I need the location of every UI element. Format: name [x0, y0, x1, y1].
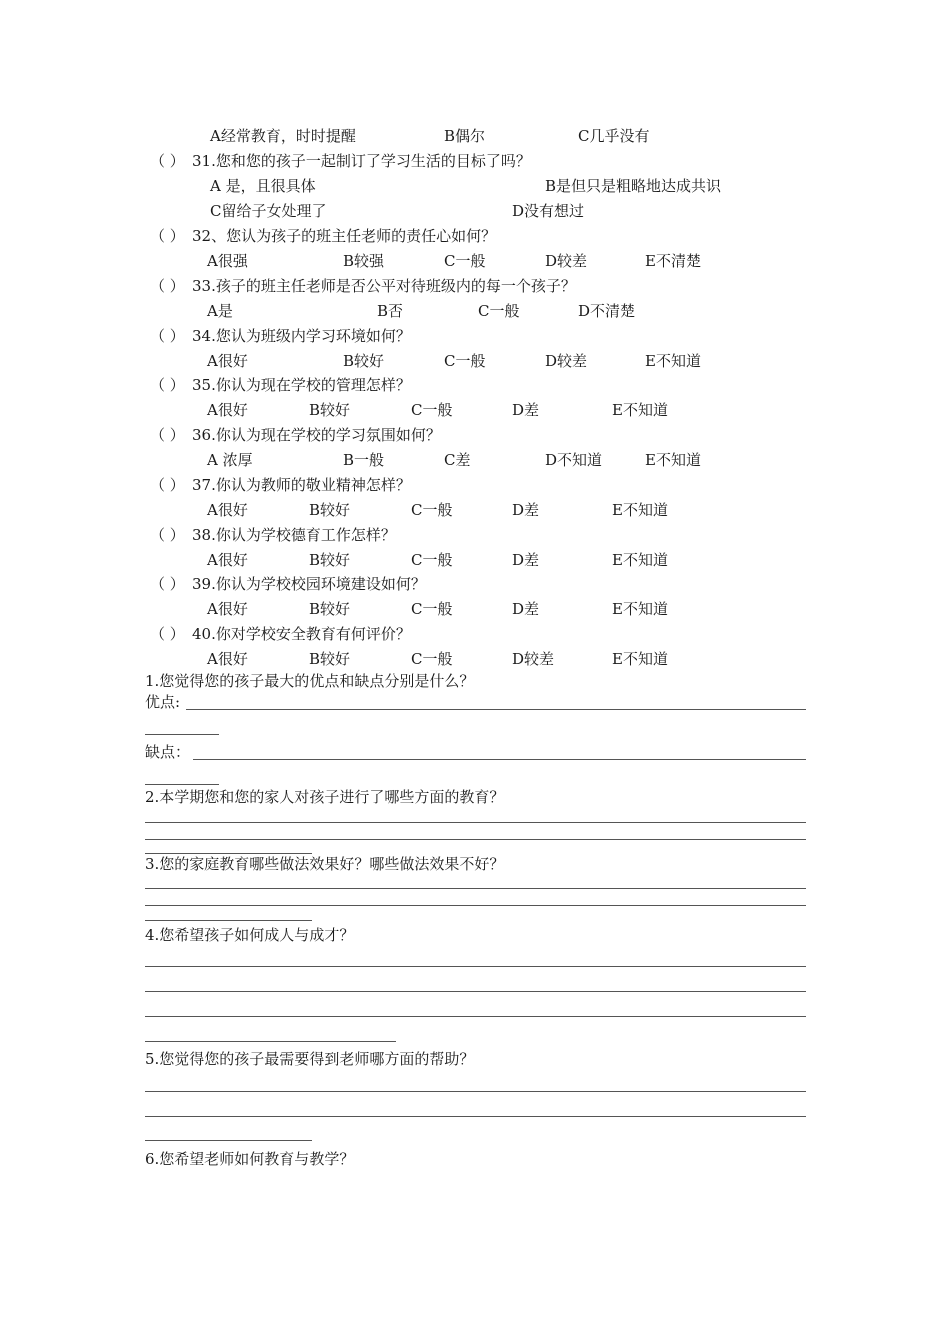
answer-blank[interactable]: （ ）	[150, 277, 185, 295]
answer-line[interactable]	[145, 1091, 806, 1092]
question-34	[0, 325, 950, 347]
question-31	[0, 150, 950, 172]
open-question-2: 2.本学期您和您的家人对孩子进行了哪些方面的教育？	[145, 788, 505, 806]
option-b[interactable]: B较好	[309, 551, 351, 569]
option-a[interactable]: A很好	[207, 352, 248, 370]
question-text: 34.您认为班级内学习环境如何？	[192, 327, 411, 345]
strength-answer-line[interactable]	[145, 734, 219, 735]
answer-line[interactable]	[145, 1140, 312, 1141]
option-b[interactable]: B是但只是粗略地达成共识	[545, 177, 722, 195]
question-36	[0, 424, 950, 446]
question-36-options	[0, 449, 950, 471]
question-32-options	[0, 250, 950, 272]
option-d[interactable]: D差	[512, 401, 540, 419]
option-a[interactable]: A很好	[207, 650, 248, 668]
option-c[interactable]: C几乎没有	[578, 127, 650, 145]
option-a[interactable]: A 是，且很具体	[210, 177, 316, 195]
weakness-answer-line[interactable]	[145, 784, 219, 785]
question-text: 35.你认为现在学校的管理怎样？	[192, 376, 411, 394]
answer-blank[interactable]: （ ）	[150, 327, 185, 345]
answer-blank[interactable]: （ ）	[150, 227, 185, 245]
option-d[interactable]: D不清楚	[578, 302, 636, 320]
option-a[interactable]: A很好	[207, 501, 248, 519]
question-35-options	[0, 399, 950, 421]
question-33	[0, 275, 950, 297]
question-38-options	[0, 549, 950, 571]
option-d[interactable]: D不知道	[545, 451, 603, 469]
option-e[interactable]: E不知道	[612, 650, 668, 668]
option-b[interactable]: B较好	[309, 501, 351, 519]
question-33-options	[0, 300, 950, 322]
option-c[interactable]: C留给子女处理了	[210, 202, 327, 220]
option-d[interactable]: D较差	[545, 252, 588, 270]
question-35	[0, 374, 950, 396]
answer-line[interactable]	[145, 920, 312, 921]
option-b[interactable]: B一般	[343, 451, 385, 469]
open-question-3: 3.您的家庭教育哪些做法效果好？哪些做法效果不好？	[145, 855, 505, 873]
answer-blank[interactable]: （ ）	[150, 575, 185, 593]
question-40	[0, 623, 950, 645]
option-d[interactable]: D没有想过	[512, 202, 585, 220]
question-38	[0, 524, 950, 546]
option-e[interactable]: E不知道	[612, 600, 668, 618]
option-e[interactable]: E不知道	[612, 551, 668, 569]
option-a[interactable]: A很强	[207, 252, 248, 270]
option-a[interactable]: A很好	[207, 401, 248, 419]
question-34-options	[0, 350, 950, 372]
open-question-6: 6.您希望老师如何教育与教学？	[145, 1150, 355, 1168]
answer-line[interactable]	[145, 1116, 806, 1117]
question-text: 33.孩子的班主任老师是否公平对待班级内的每一个孩子？	[192, 277, 576, 295]
option-c[interactable]: C一般	[411, 650, 453, 668]
answer-line[interactable]	[145, 1041, 396, 1042]
strength-label: 优点:	[145, 693, 181, 711]
option-b[interactable]: B较强	[343, 252, 385, 270]
option-d[interactable]: D差	[512, 501, 540, 519]
answer-line[interactable]	[145, 1016, 806, 1017]
question-32	[0, 225, 950, 247]
option-d[interactable]: D较差	[512, 650, 555, 668]
answer-blank[interactable]: （ ）	[150, 426, 185, 444]
question-text: 39.你认为学校校园环境建设如何？	[192, 575, 426, 593]
question-text: 36.你认为现在学校的学习氛围如何？	[192, 426, 441, 444]
option-c[interactable]: C一般	[411, 401, 453, 419]
answer-line[interactable]	[145, 966, 806, 967]
question-text: 37.你认为教师的敬业精神怎样？	[192, 476, 411, 494]
option-d[interactable]: D差	[512, 551, 540, 569]
option-b[interactable]: B较好	[309, 401, 351, 419]
option-a[interactable]: A经常教育，时时提醒	[210, 127, 356, 145]
option-e[interactable]: E不知道	[645, 352, 701, 370]
option-e[interactable]: E不知道	[645, 451, 701, 469]
option-b[interactable]: B较好	[343, 352, 385, 370]
option-e[interactable]: E不清楚	[645, 252, 701, 270]
answer-blank[interactable]: （ ）	[150, 152, 185, 170]
question-31-options-row2	[0, 200, 950, 222]
question-39-options	[0, 598, 950, 620]
option-a[interactable]: A很好	[207, 600, 248, 618]
answer-blank[interactable]: （ ）	[150, 625, 185, 643]
option-c[interactable]: C一般	[411, 600, 453, 618]
question-30-options	[0, 125, 950, 147]
open-question-1: 1.您觉得您的孩子最大的优点和缺点分别是什么？	[145, 672, 475, 690]
option-c[interactable]: C一般	[411, 501, 453, 519]
question-text: 38.你认为学校德育工作怎样？	[192, 526, 396, 544]
option-a[interactable]: A很好	[207, 551, 248, 569]
answer-blank[interactable]: （ ）	[150, 476, 185, 494]
answer-line[interactable]	[145, 905, 806, 906]
answer-line[interactable]	[145, 822, 806, 823]
question-37	[0, 474, 950, 496]
answer-blank[interactable]: （ ）	[150, 526, 185, 544]
question-37-options	[0, 499, 950, 521]
option-c[interactable]: C一般	[411, 551, 453, 569]
option-b[interactable]: B较好	[309, 600, 351, 618]
answer-line[interactable]	[145, 839, 806, 840]
option-d[interactable]: D差	[512, 600, 540, 618]
open-question-5: 5.您觉得您的孩子最需要得到老师哪方面的帮助？	[145, 1050, 475, 1068]
strength-answer-line[interactable]	[186, 709, 806, 710]
question-40-options	[0, 648, 950, 670]
question-text: 40.你对学校安全教育有何评价？	[192, 625, 411, 643]
option-c[interactable]: C一般	[444, 352, 486, 370]
answer-line[interactable]	[145, 991, 806, 992]
weakness-answer-line[interactable]	[193, 759, 806, 760]
question-31-options-row1	[0, 175, 950, 197]
option-b[interactable]: B偶尔	[444, 127, 486, 145]
option-d[interactable]: D较差	[545, 352, 588, 370]
option-c[interactable]: C差	[444, 451, 471, 469]
question-text: 32、您认为孩子的班主任老师的责任心如何？	[192, 227, 497, 245]
option-c[interactable]: C一般	[444, 252, 486, 270]
option-a[interactable]: A是	[207, 302, 233, 320]
answer-line[interactable]	[145, 888, 806, 889]
option-a[interactable]: A 浓厚	[207, 451, 253, 469]
option-e[interactable]: E不知道	[612, 501, 668, 519]
option-b[interactable]: B较好	[309, 650, 351, 668]
option-b[interactable]: B否	[377, 302, 404, 320]
answer-blank[interactable]: （ ）	[150, 376, 185, 394]
option-e[interactable]: E不知道	[612, 401, 668, 419]
weakness-label: 缺点：	[145, 743, 191, 761]
question-text: 31.您和您的孩子一起制订了学习生活的目标了吗？	[192, 152, 531, 170]
open-question-4: 4.您希望孩子如何成人与成才？	[145, 926, 355, 944]
question-39	[0, 573, 950, 595]
option-c[interactable]: C一般	[478, 302, 520, 320]
